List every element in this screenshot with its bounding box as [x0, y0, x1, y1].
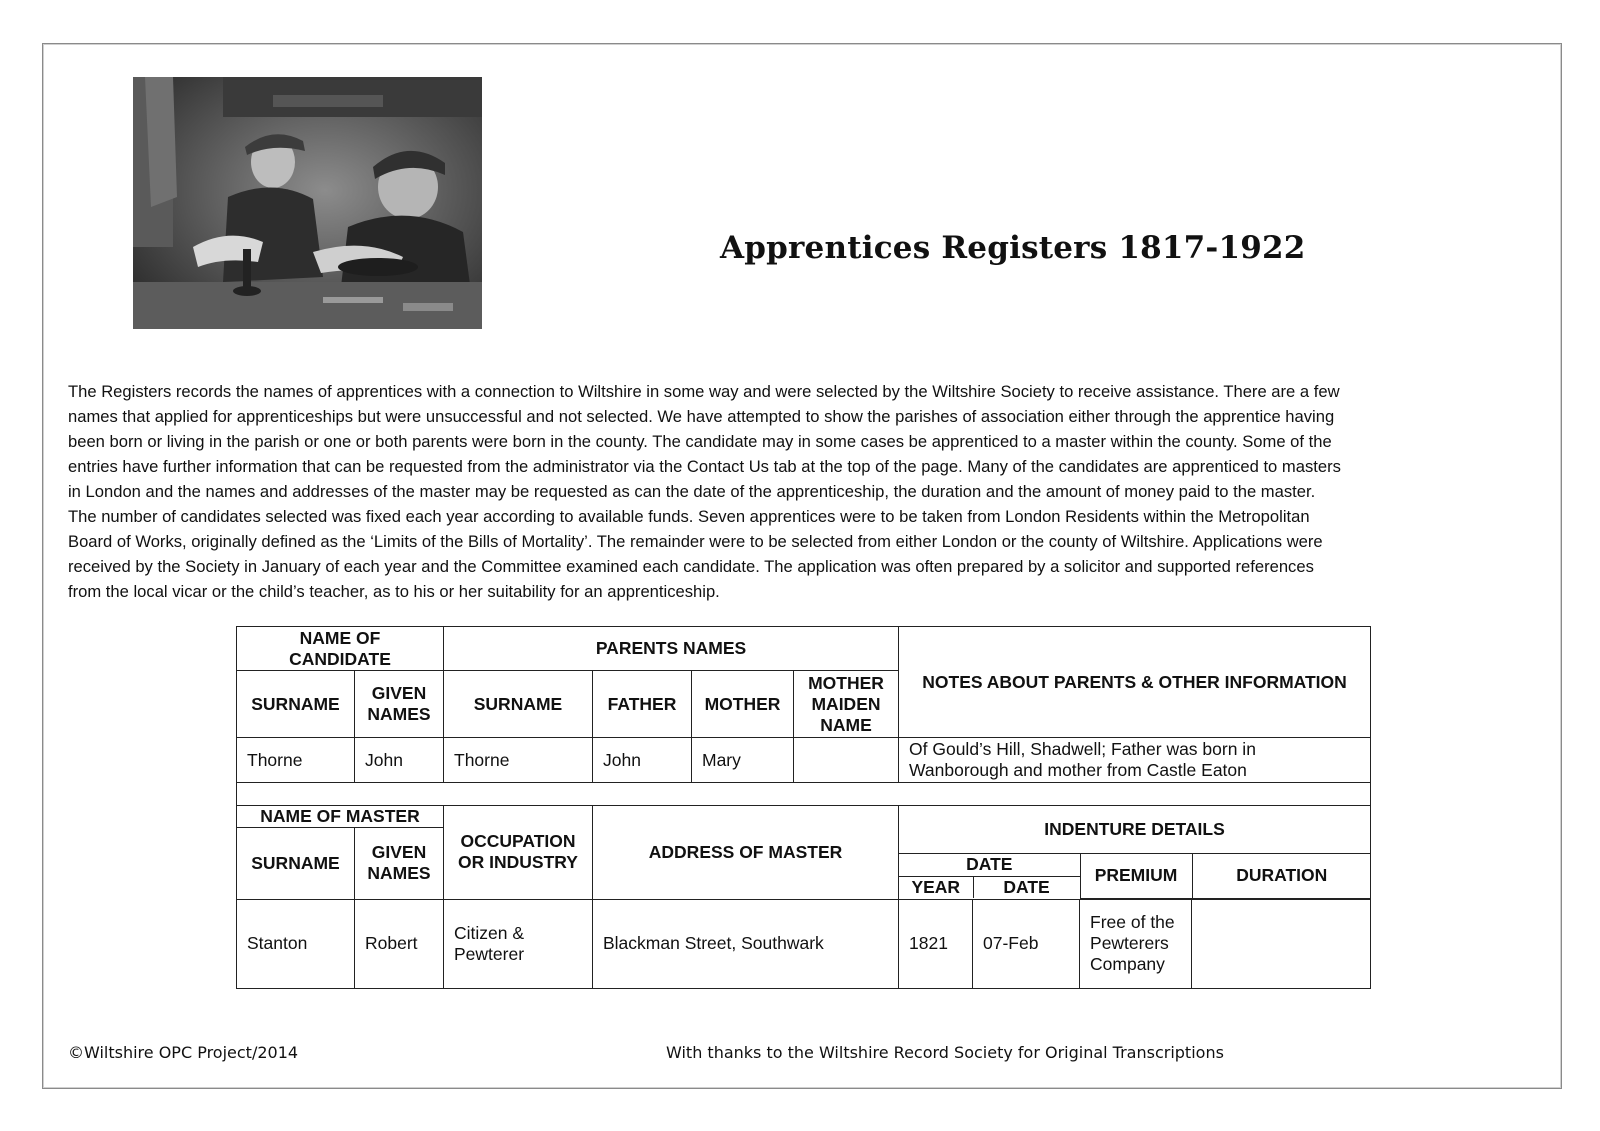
father-header: FATHER: [593, 671, 692, 738]
name-of-candidate-header: NAME OF CANDIDATE: [237, 627, 444, 671]
mother-maiden-name-header: MOTHER MAIDEN NAME: [794, 671, 899, 738]
occupation-header: OCCUPATION OR INDUSTRY: [444, 806, 593, 900]
year-header: YEAR: [899, 876, 973, 898]
candidate-surname-cell: Thorne: [237, 738, 355, 783]
notes-cell: Of Gould’s Hill, Shadwell; Father was born in Wanborough and mother from Castle Eaton: [899, 738, 1371, 783]
parent-surname-header: SURNAME: [444, 671, 593, 738]
apprentice-workshop-photo: [133, 77, 482, 329]
indenture-subheader-grid: [899, 854, 1371, 899]
mother-maiden-name-cell: [794, 738, 899, 783]
date-cell: 07-Feb: [973, 899, 1080, 988]
parent-surname-cell: Thorne: [444, 738, 593, 783]
master-given-names-cell: Robert: [355, 899, 444, 988]
indenture-details-header: INDENTURE DETAILS: [899, 806, 1371, 854]
name-of-master-header: NAME OF MASTER: [237, 806, 444, 828]
master-surname-cell: Stanton: [237, 899, 355, 988]
address-cell: Blackman Street, Southwark: [593, 899, 899, 988]
page-title: Apprentices Registers 1817-1922: [720, 230, 1306, 266]
intro-paragraph: The Registers records the names of apprentices with a connection to Wiltshire in some way and were selected by the Wiltshire Society to receive assistance. There are a few names that applied for apprenticeships but were unsuccessful and not selected. We have attempted to show the parishes of association either through the apprentice having been born or living in the parish or one or both parents were born in the county. The candidate may in some cases be apprenticed to a master within the county. Some of the entries have further information that can be requested from the administrator via the Contact Us tab at the top of the page. Many of the candidates are apprenticed to masters in London and the names and addresses of the master may be requested as can the date of the apprenticeship, the duration and the amount of money paid to the master. The number of candidates selected was fixed each year according to available funds. Seven apprentices were to be taken from London Residents within the Metropolitan Board of Works, originally defined as the ‘Limits of the Bills of Mortality’. The remainder were to be selected from either London or the county of Wiltshire. Applications were received by the Society in January of each year and the Committee examined each candidate. The application was often prepared by a solicitor and supported references from the local vicar or the child’s teacher, as to his or her suitability for an apprenticeship.: [68, 382, 1341, 601]
master-given-names-header: GIVEN NAMES: [355, 828, 444, 900]
mother-cell: Mary: [692, 738, 794, 783]
footer-copyright: ©Wiltshire OPC Project/2014: [68, 1043, 299, 1062]
occupation-cell: Citizen & Pewterer: [444, 899, 593, 988]
mother-header: MOTHER: [692, 671, 794, 738]
date-header: DATE: [973, 876, 1080, 898]
candidate-surname-header: SURNAME: [237, 671, 355, 738]
year-cell: 1821: [899, 899, 973, 988]
duration-cell: [1192, 899, 1371, 988]
indenture-subheaders: [899, 854, 1371, 900]
candidate-given-names-header: GIVEN NAMES: [355, 671, 444, 738]
candidate-given-names-cell: John: [355, 738, 444, 783]
master-surname-header: SURNAME: [237, 828, 355, 900]
premium-cell: Free of the Pewterers Company: [1080, 899, 1192, 988]
premium-header: PREMIUM: [1080, 854, 1192, 898]
father-cell: John: [593, 738, 692, 783]
address-header: ADDRESS OF MASTER: [593, 806, 899, 900]
spacer-row: [237, 783, 1371, 806]
parents-names-header: PARENTS NAMES: [444, 627, 899, 671]
register-table: [236, 626, 1371, 989]
date-group-header: DATE: [899, 854, 1080, 876]
notes-header: NOTES ABOUT PARENTS & OTHER INFORMATION: [899, 627, 1371, 738]
footer-thanks: With thanks to the Wiltshire Record Society for Original Transcriptions: [666, 1043, 1224, 1062]
duration-header: DURATION: [1192, 854, 1371, 898]
